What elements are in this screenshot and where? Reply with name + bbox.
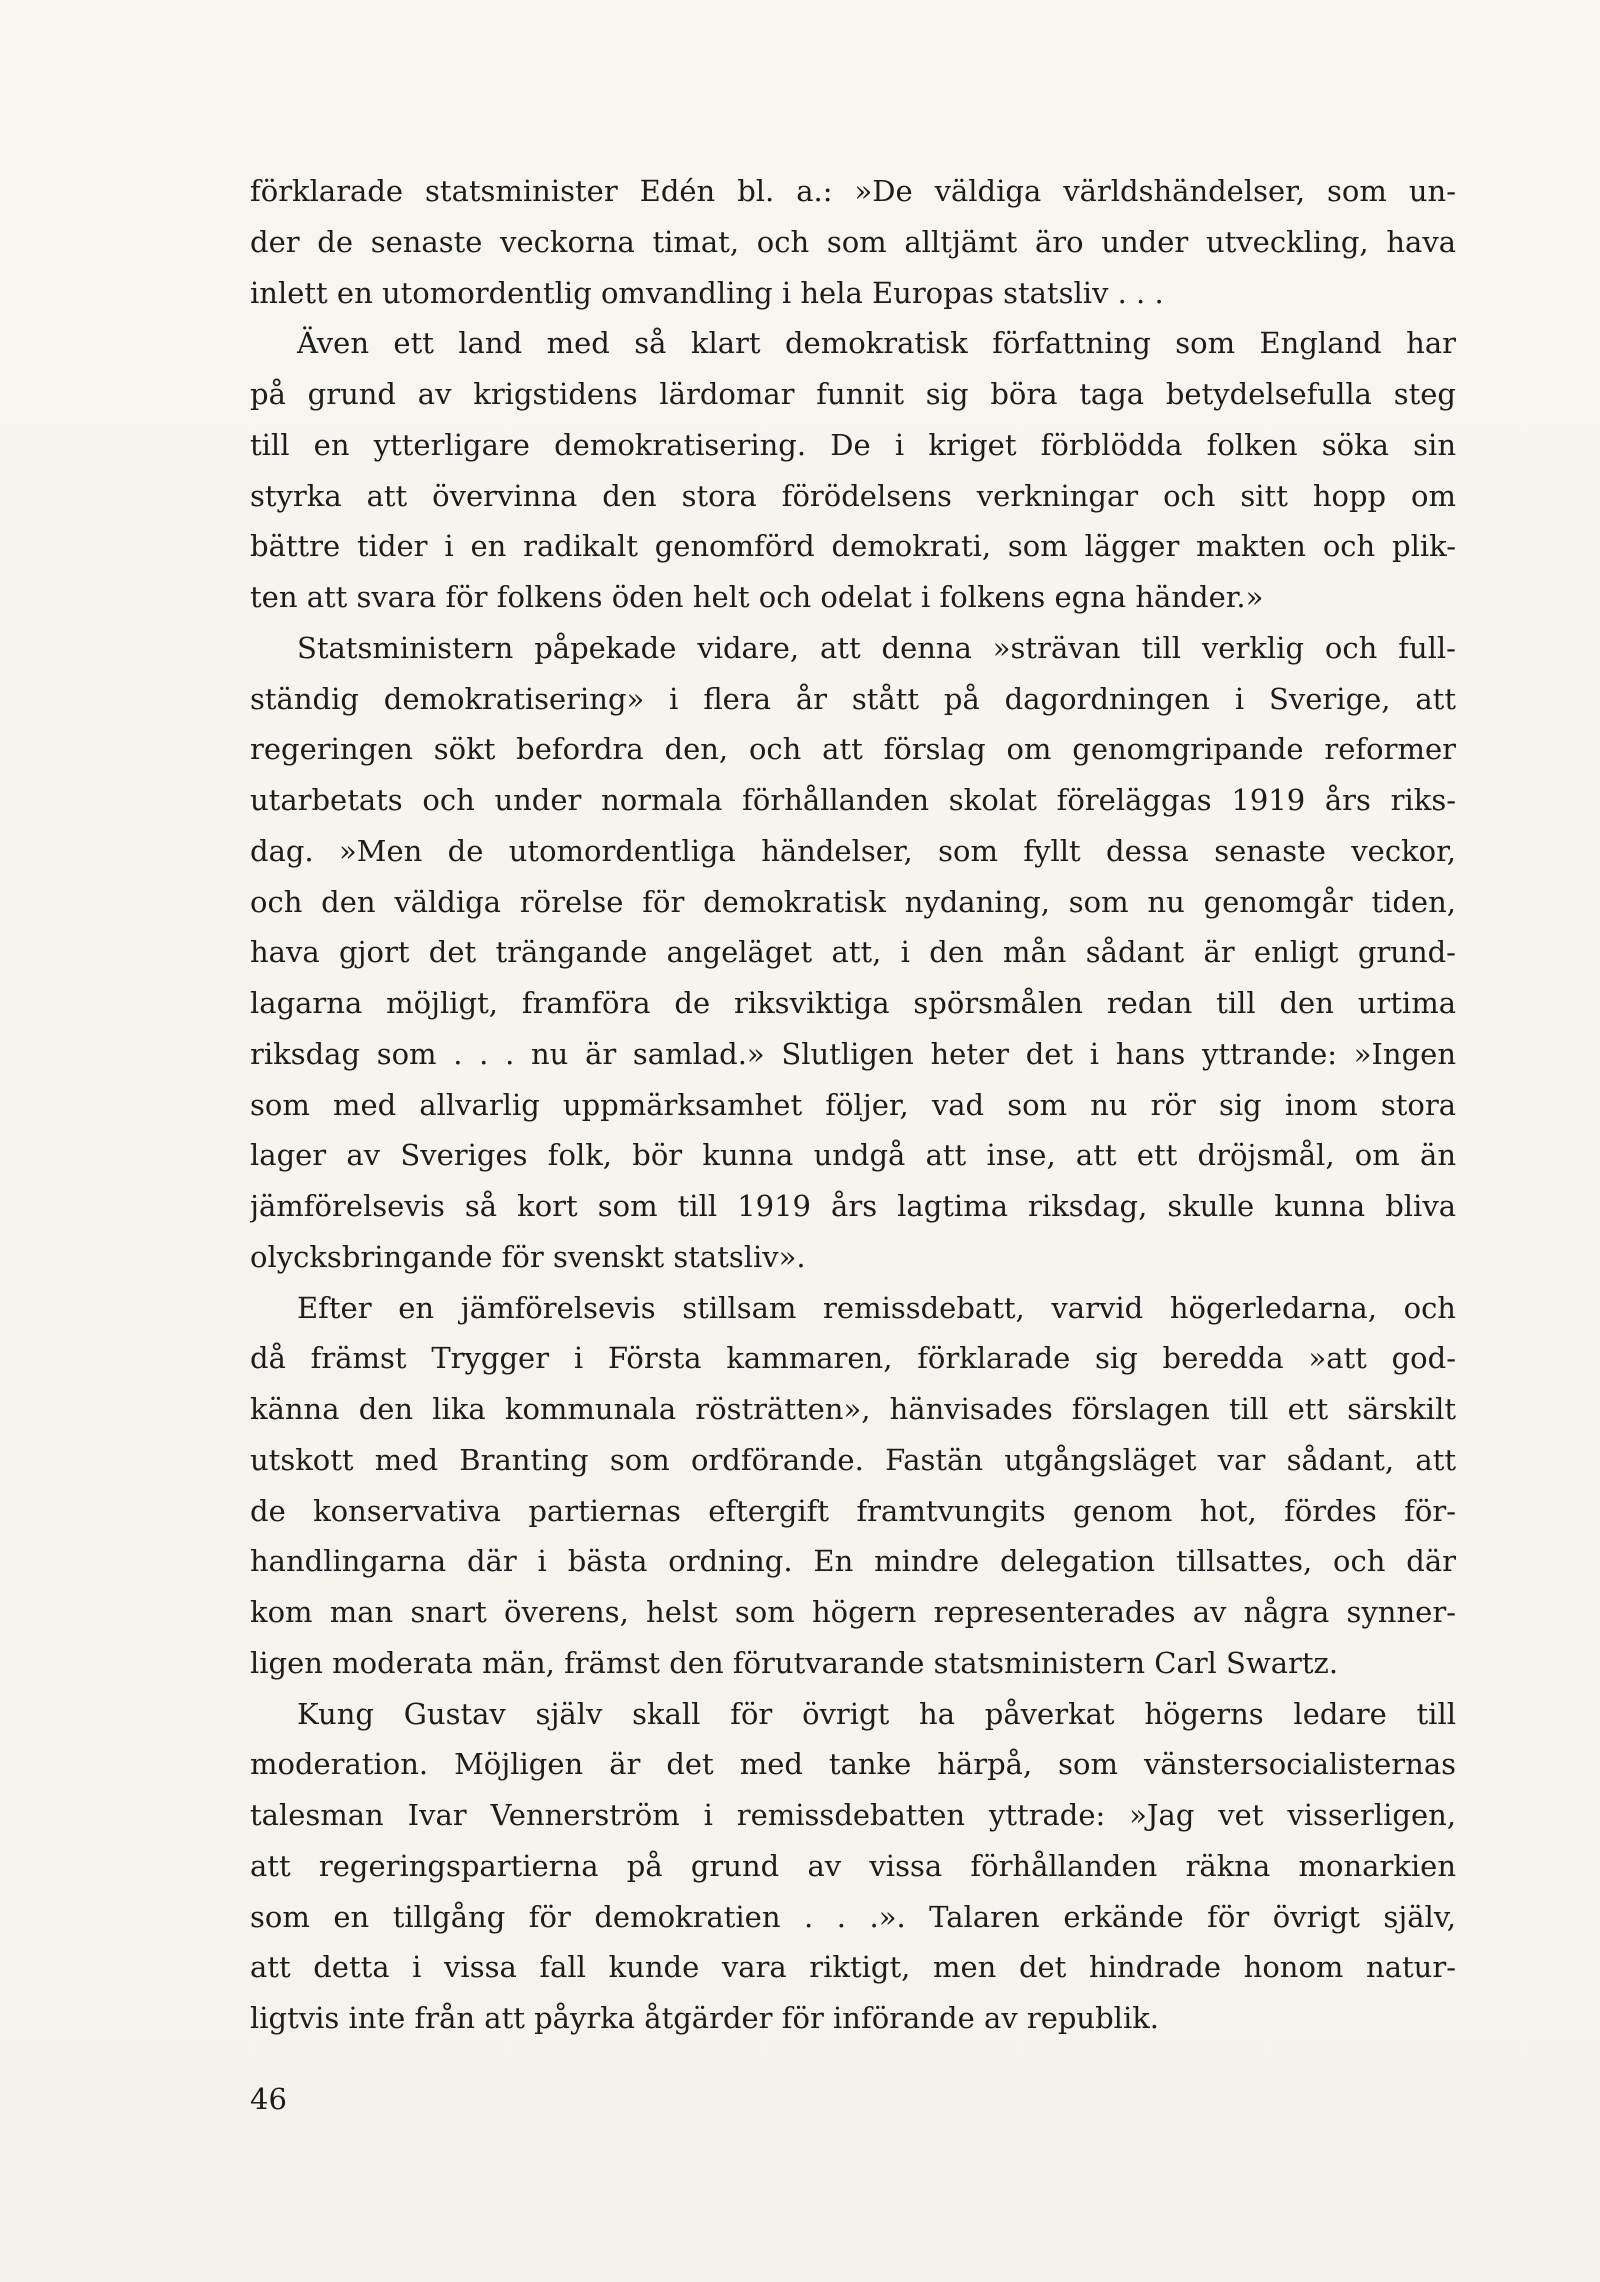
text-line: kom man snart överens, helst som högern representerades av några synner- [250, 1595, 1456, 1629]
text-line: och den väldiga rörelse för demokratisk nydaning, som nu genomgår tiden, [250, 884, 1456, 919]
text-line: då främst Trygger i Första kammaren, förklarade sig beredda »att god- [250, 1341, 1456, 1376]
text-line: jämförelsevis så kort som till 1919 års lagtima riksdag, skulle kunna bliva [250, 1189, 1456, 1223]
text-line: lager av Sveriges folk, bör kunna undgå att inse, att ett dröjsmål, om än [250, 1138, 1456, 1173]
text-line: lagarna möjligt, framföra de riksviktiga spörsmålen redan till den urtima [250, 986, 1456, 1020]
page-number: 46 [250, 2082, 287, 2116]
text-line: förklarade statsminister Edén bl. a.: »De väldiga världshändelser, som un- [250, 174, 1456, 208]
text-line: ständig demokratisering» i flera år stått på dagordningen i Sverige, att [250, 681, 1456, 716]
body-text [250, 166, 1456, 2044]
text-line: bättre tider i en radikalt genomförd demokrati, som lägger makten och plik- [250, 529, 1456, 564]
text-line: styrka att övervinna den stora förödelsens verkningar och sitt hopp om [250, 478, 1456, 513]
text-line: på grund av krigstidens lärdomar funnit sig böra taga betydelsefulla steg [250, 377, 1456, 411]
text-line: ligtvis inte från att påyrka åtgärder för införande av republik. [250, 2001, 1160, 2035]
text-line: känna den lika kommunala rösträtten», hänvisades förslagen till ett särskilt [250, 1392, 1456, 1426]
text-line: de konservativa partiernas eftergift framtvungits genom hot, fördes för- [250, 1493, 1456, 1528]
text-line: ten att svara för folkens öden helt och odelat i folkens egna händer.» [250, 580, 1264, 614]
text-line: olycksbringande för svenskt statsliv». [250, 1239, 806, 1274]
text-line: Statsministern påpekade vidare, att denna »strävan till verklig och full- [297, 630, 1456, 665]
text-line: der de senaste veckorna timat, och som alltjämt äro under utveckling, hava [250, 224, 1456, 259]
text-line: till en ytterligare demokratisering. De i kriget förblödda folken söka sin [250, 427, 1456, 462]
text-line: ligen moderata män, främst den förutvarande statsministern Carl Swartz. [250, 1645, 1339, 1680]
text-line: hava gjort det trängande angeläget att, i den mån sådant är enligt grund- [250, 935, 1456, 970]
text-line: som med allvarlig uppmärksamhet följer, vad som nu rör sig inom stora [250, 1087, 1456, 1122]
text-line: som en tillgång för demokratien . . .». Talaren erkände för övrigt själv, [250, 1899, 1456, 1934]
text-line: att regeringspartierna på grund av vissa förhållanden räkna monarkien [250, 1848, 1456, 1883]
text-line: handlingarna där i bästa ordning. En mindre delegation tillsattes, och där [250, 1544, 1456, 1579]
text-line: Även ett land med så klart demokratisk författning som England har [297, 326, 1456, 361]
text-line: att detta i vissa fall kunde vara riktigt, men det hindrade honom natur- [250, 1950, 1456, 1985]
text-line: Efter en jämförelsevis stillsam remissdebatt, varvid högerledarna, och [297, 1290, 1456, 1325]
text-line: talesman Ivar Vennerström i remissdebatten yttrade: »Jag vet visserligen, [250, 1798, 1456, 1832]
text-line: regeringen sökt befordra den, och att förslag om genomgripande reformer [250, 732, 1456, 767]
text-line: Kung Gustav själv skall för övrigt ha påverkat högerns ledare till [297, 1696, 1456, 1731]
text-line: utskott med Branting som ordförande. Fastän utgångsläget var sådant, att [250, 1442, 1456, 1477]
text-line: inlett en utomordentlig omvandling i hela Europas statsliv . . . [250, 275, 1164, 310]
text-line: utarbetats och under normala förhållanden skolat föreläggas 1919 års riks- [250, 783, 1456, 817]
text-line: dag. »Men de utomordentliga händelser, som fyllt dessa senaste veckor, [250, 833, 1456, 868]
text-line: moderation. Möjligen är det med tanke härpå, som vänstersocialisternas [250, 1747, 1456, 1782]
text-line: riksdag som . . . nu är samlad.» Slutligen heter det i hans yttrande: »Ingen [250, 1036, 1456, 1071]
